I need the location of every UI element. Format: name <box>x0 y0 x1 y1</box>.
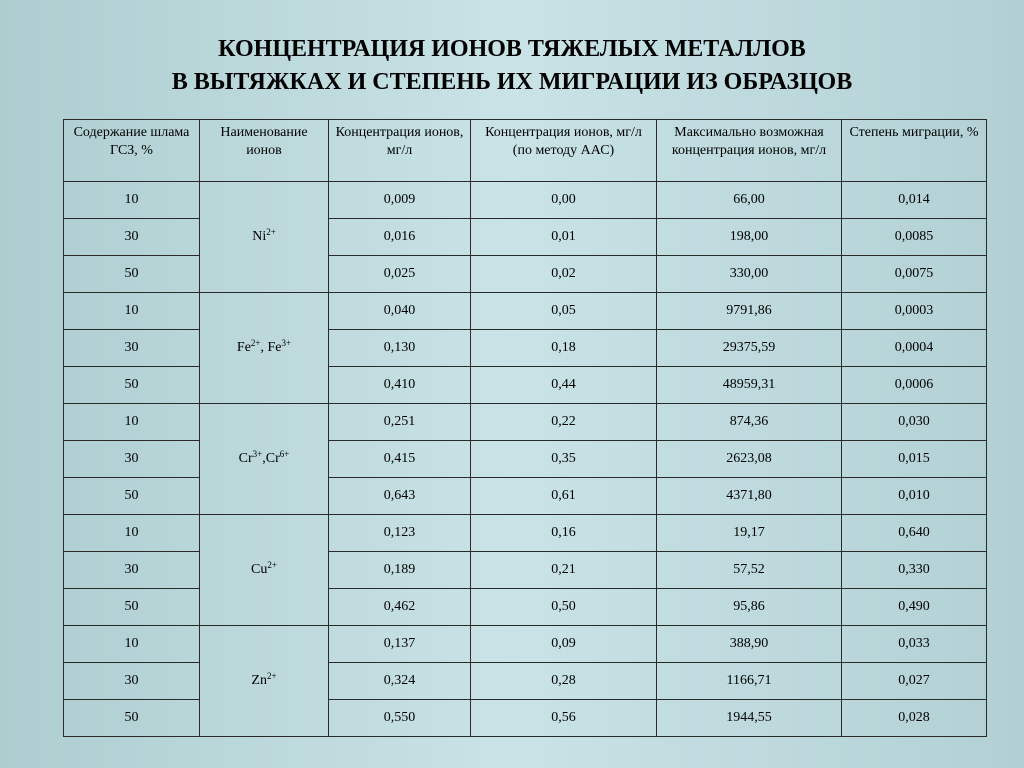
max-concentration-cell: 66,00 <box>657 182 842 219</box>
sludge-content-cell: 50 <box>64 700 200 737</box>
ion-name-cell <box>200 404 329 515</box>
header-ion-concentration: Концентрация ионов, мг/л <box>329 120 471 182</box>
max-concentration-cell: 29375,59 <box>657 330 842 367</box>
max-concentration-cell: 330,00 <box>657 256 842 293</box>
aas-concentration-cell: 0,16 <box>471 515 657 552</box>
ion-concentration-cell: 0,130 <box>329 330 471 367</box>
ion-name-cell <box>200 182 329 293</box>
ion-concentration-cell: 0,550 <box>329 700 471 737</box>
max-concentration-cell: 388,90 <box>657 626 842 663</box>
ion-concentration-cell: 0,189 <box>329 552 471 589</box>
max-concentration-cell: 2623,08 <box>657 441 842 478</box>
header-max-concentration: Максимально возможная концентрация ионов, мг/л <box>657 120 842 182</box>
migration-degree-cell: 0,490 <box>842 589 987 626</box>
max-concentration-cell: 95,86 <box>657 589 842 626</box>
migration-degree-cell: 0,014 <box>842 182 987 219</box>
migration-degree-cell: 0,640 <box>842 515 987 552</box>
ion-name-cell <box>200 626 329 737</box>
table-row <box>64 182 987 219</box>
migration-degree-cell: 0,0006 <box>842 367 987 404</box>
aas-concentration-cell: 0,09 <box>471 626 657 663</box>
ion-concentration-cell: 0,410 <box>329 367 471 404</box>
migration-degree-cell: 0,027 <box>842 663 987 700</box>
max-concentration-cell: 874,36 <box>657 404 842 441</box>
ion-symbol: Fe <box>267 340 282 355</box>
ion-symbol: Zn <box>251 673 267 688</box>
aas-concentration-cell: 0,56 <box>471 700 657 737</box>
migration-degree-cell: 0,330 <box>842 552 987 589</box>
title-line-1: КОНЦЕНТРАЦИЯ ИОНОВ ТЯЖЕЛЫХ МЕТАЛЛОВ <box>218 36 806 62</box>
ion-symbol: Ni <box>252 229 267 244</box>
ion-concentration-cell: 0,009 <box>329 182 471 219</box>
ion-symbol: Cu <box>251 562 268 577</box>
migration-degree-cell: 0,028 <box>842 700 987 737</box>
sludge-content-cell: 30 <box>64 219 200 256</box>
data-table <box>63 119 987 737</box>
ion-separator: , <box>260 340 268 355</box>
sludge-content-cell: 30 <box>64 663 200 700</box>
ion-name-cell <box>200 515 329 626</box>
header-aas-concentration: Концентрация ионов, мг/л (по методу ААС) <box>471 120 657 182</box>
aas-concentration-cell: 0,28 <box>471 663 657 700</box>
page-title <box>0 33 1024 99</box>
migration-degree-cell: 0,0085 <box>842 219 987 256</box>
ion-concentration-cell: 0,016 <box>329 219 471 256</box>
sludge-content-cell: 10 <box>64 626 200 663</box>
ion-concentration-cell: 0,251 <box>329 404 471 441</box>
ion-charge: 2+ <box>266 227 276 237</box>
sludge-content-cell: 10 <box>64 404 200 441</box>
max-concentration-cell: 198,00 <box>657 219 842 256</box>
ion-concentration-cell: 0,123 <box>329 515 471 552</box>
ion-symbol: Cr <box>265 451 280 466</box>
aas-concentration-cell: 0,01 <box>471 219 657 256</box>
aas-concentration-cell: 0,44 <box>471 367 657 404</box>
aas-concentration-cell: 0,21 <box>471 552 657 589</box>
max-concentration-cell: 1944,55 <box>657 700 842 737</box>
header-migration-degree: Степень миграции, % <box>842 120 987 182</box>
migration-degree-cell: 0,0004 <box>842 330 987 367</box>
sludge-content-cell: 30 <box>64 330 200 367</box>
ion-name-cell <box>200 293 329 404</box>
ion-charge: 2+ <box>250 338 261 348</box>
ion-concentration-cell: 0,462 <box>329 589 471 626</box>
migration-degree-cell: 0,010 <box>842 478 987 515</box>
sludge-content-cell: 10 <box>64 515 200 552</box>
sludge-content-cell: 10 <box>64 182 200 219</box>
ion-symbol: Cr <box>238 451 253 466</box>
ion-concentration-cell: 0,137 <box>329 626 471 663</box>
sludge-content-cell: 30 <box>64 552 200 589</box>
table-body <box>64 182 987 737</box>
aas-concentration-cell: 0,00 <box>471 182 657 219</box>
migration-degree-cell: 0,030 <box>842 404 987 441</box>
table-row <box>64 626 987 663</box>
ion-charge: 6+ <box>279 449 290 459</box>
ion-concentration-cell: 0,324 <box>329 663 471 700</box>
max-concentration-cell: 4371,80 <box>657 478 842 515</box>
sludge-content-cell: 30 <box>64 441 200 478</box>
ion-charge: 3+ <box>252 449 263 459</box>
ion-separator: , <box>262 451 266 466</box>
migration-degree-cell: 0,0075 <box>842 256 987 293</box>
table-row <box>64 515 987 552</box>
max-concentration-cell: 1166,71 <box>657 663 842 700</box>
table-row <box>64 293 987 330</box>
aas-concentration-cell: 0,50 <box>471 589 657 626</box>
sludge-content-cell: 50 <box>64 589 200 626</box>
ion-concentration-cell: 0,415 <box>329 441 471 478</box>
aas-concentration-cell: 0,35 <box>471 441 657 478</box>
ion-concentration-cell: 0,025 <box>329 256 471 293</box>
max-concentration-cell: 19,17 <box>657 515 842 552</box>
sludge-content-cell: 10 <box>64 293 200 330</box>
migration-degree-cell: 0,033 <box>842 626 987 663</box>
ion-concentration-cell: 0,040 <box>329 293 471 330</box>
migration-degree-cell: 0,015 <box>842 441 987 478</box>
ion-charge: 3+ <box>281 338 292 348</box>
aas-concentration-cell: 0,18 <box>471 330 657 367</box>
title-line-2: В ВЫТЯЖКАХ И СТЕПЕНЬ ИХ МИГРАЦИИ ИЗ ОБРАЗЦОВ <box>171 69 853 95</box>
aas-concentration-cell: 0,22 <box>471 404 657 441</box>
aas-concentration-cell: 0,05 <box>471 293 657 330</box>
aas-concentration-cell: 0,02 <box>471 256 657 293</box>
ion-charge: 2+ <box>267 560 277 570</box>
ion-symbol: Fe <box>236 340 251 355</box>
aas-concentration-cell: 0,61 <box>471 478 657 515</box>
migration-degree-cell: 0,0003 <box>842 293 987 330</box>
max-concentration-cell: 48959,31 <box>657 367 842 404</box>
ion-concentration-cell: 0,643 <box>329 478 471 515</box>
sludge-content-cell: 50 <box>64 478 200 515</box>
ion-charge: 2+ <box>266 671 277 681</box>
header-ion-name: Наименование ионов <box>200 120 329 182</box>
table-row <box>64 404 987 441</box>
sludge-content-cell: 50 <box>64 367 200 404</box>
table-header-row <box>64 120 987 182</box>
max-concentration-cell: 9791,86 <box>657 293 842 330</box>
max-concentration-cell: 57,52 <box>657 552 842 589</box>
header-sludge-content: Содержание шлама ГСЗ, % <box>64 120 200 182</box>
sludge-content-cell: 50 <box>64 256 200 293</box>
